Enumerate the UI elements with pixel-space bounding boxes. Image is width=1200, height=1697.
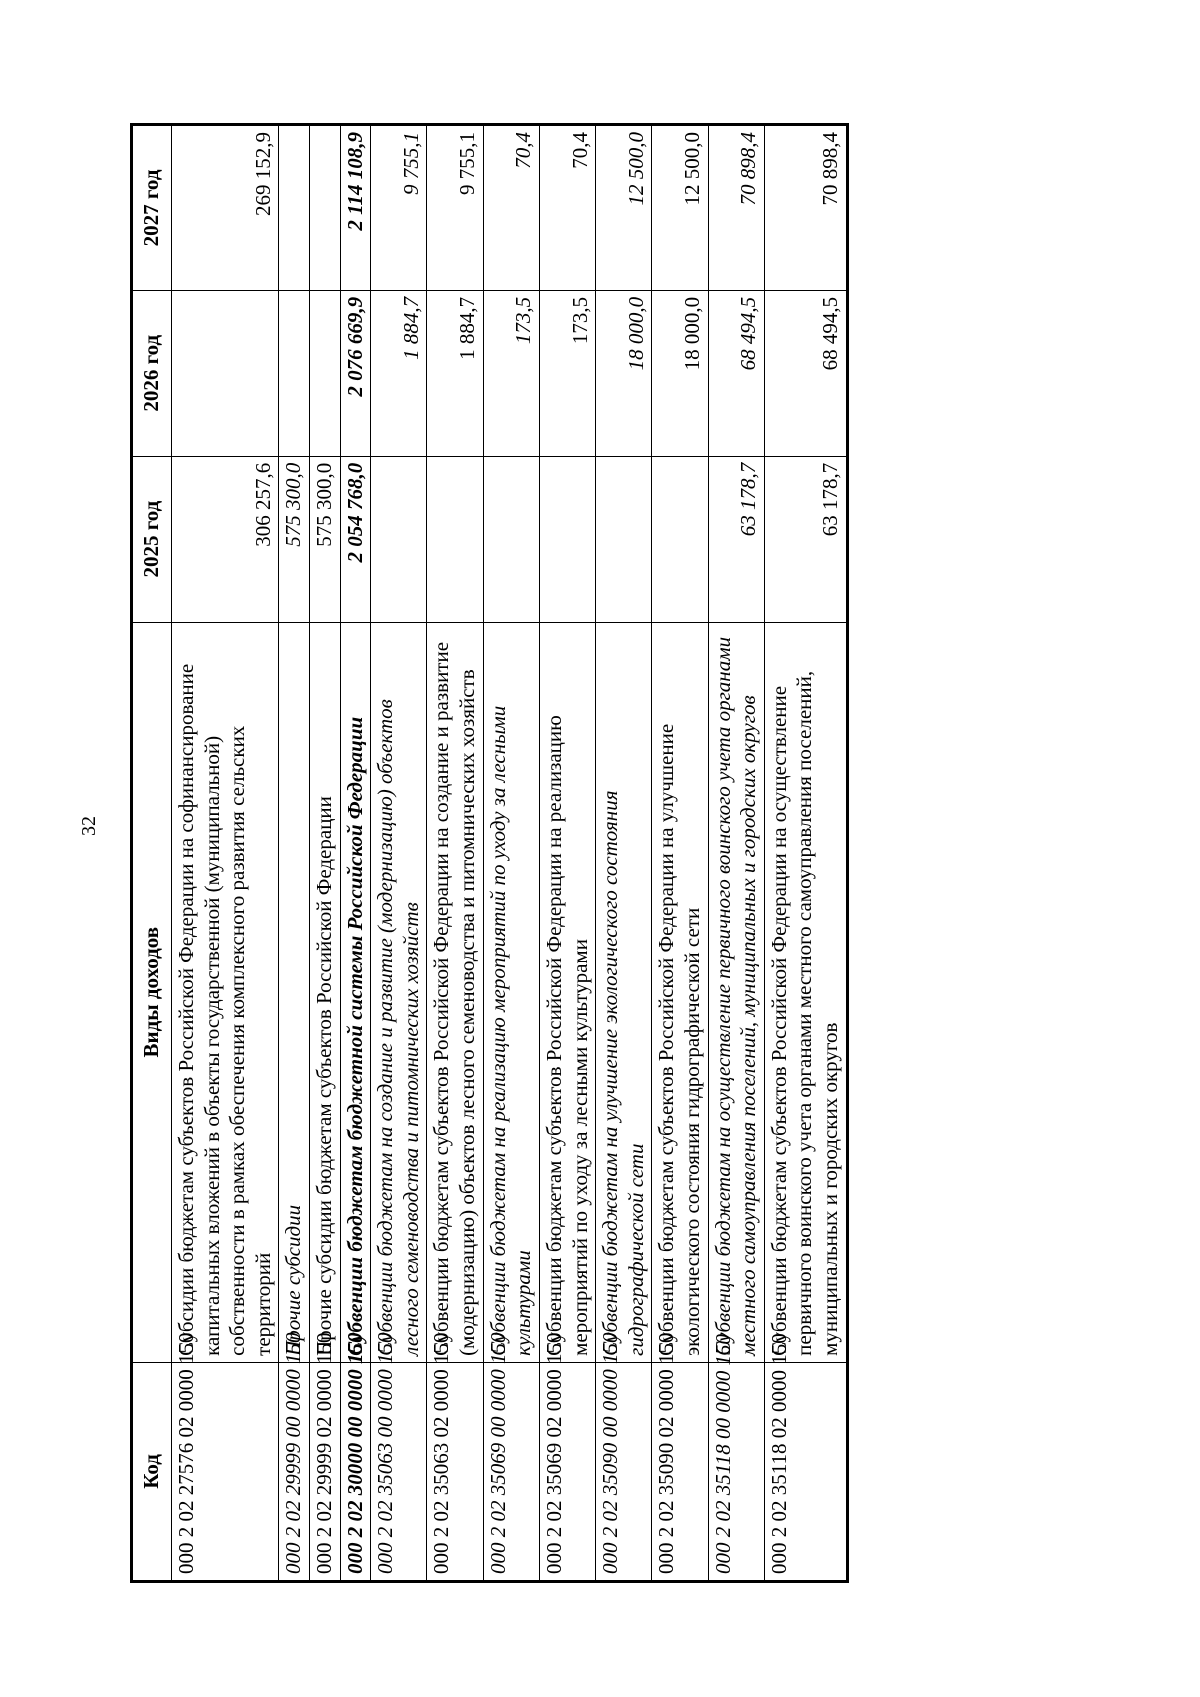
revenue-type-cell: Прочие субсидии бюджетам субъектов Российской Федерации [310,622,341,1362]
value-2026-cell: 173,5 [483,290,539,456]
value-2026-cell: 18 000,0 [596,290,652,456]
value-2027-cell: 70,4 [483,125,539,291]
code-cell: 000 2 02 30000 00 0000 150 [340,1362,371,1581]
value-2026-cell: 18 000,0 [652,290,708,456]
value-2025-cell [427,456,483,622]
value-2025-cell [371,456,427,622]
table-header-row [132,125,172,1582]
header-2026: 2026 год [132,290,172,456]
value-2027-cell: 12 500,0 [652,125,708,291]
value-2027-cell: 9 755,1 [371,125,427,291]
rotated-table-wrapper [130,123,1048,1583]
value-2027-cell: 269 152,9 [172,125,279,291]
table-row [371,125,427,1582]
header-code: Код [132,1362,172,1581]
value-2025-cell: 2 054 768,0 [340,456,371,622]
revenue-type-cell: Субвенции бюджетам субъектов Российской Федерации на реализацию мероприятий по уходу за лесными культурами [539,622,595,1362]
value-2025-cell [596,456,652,622]
revenue-type-cell: Субвенции бюджетам бюджетной системы Российской Федерации [340,622,371,1362]
value-2027-cell: 9 755,1 [427,125,483,291]
revenue-type-cell: Прочие субсидии [279,622,310,1362]
revenue-table [130,123,849,1583]
value-2027-cell: 70 898,4 [764,125,847,291]
revenue-type-cell: Субвенции бюджетам на улучшение экологического состояния гидрографической сети [596,622,652,1362]
revenue-type-cell: Субвенции бюджетам на реализацию мероприятий по уходу за лесными культурами [483,622,539,1362]
revenue-type-cell: Субвенции бюджетам субъектов Российской Федерации на улучшение экологического состояния гидрографической сети [652,622,708,1362]
code-cell: 000 2 02 35063 02 0000 150 [427,1362,483,1581]
header-revenue-type: Виды доходов [132,622,172,1362]
code-cell: 000 2 02 27576 02 0000 150 [172,1362,279,1581]
value-2027-cell: 70,4 [539,125,595,291]
table-row [310,125,341,1582]
value-2025-cell [652,456,708,622]
header-2025: 2025 год [132,456,172,622]
table-row [427,125,483,1582]
table-row [340,125,371,1582]
value-2026-cell: 68 494,5 [708,290,764,456]
code-cell: 000 2 02 35090 00 0000 150 [596,1362,652,1581]
code-cell: 000 2 02 35069 00 0000 150 [483,1362,539,1581]
value-2026-cell: 1 884,7 [427,290,483,456]
table-row [708,125,764,1582]
table-row [483,125,539,1582]
code-cell: 000 2 02 35063 00 0000 150 [371,1362,427,1581]
table-row [172,125,279,1582]
value-2027-cell: 2 114 108,9 [340,125,371,291]
revenue-type-cell: Субвенции бюджетам субъектов Российской Федерации на осуществление первичного воинского учета органами местного самоуправления поселений, муниципальных и городских округов [764,622,847,1362]
code-cell: 000 2 02 29999 00 0000 150 [279,1362,310,1581]
value-2026-cell: 68 494,5 [764,290,847,456]
table-body [172,125,848,1582]
code-cell: 000 2 02 35069 02 0000 150 [539,1362,595,1581]
code-cell: 000 2 02 35118 02 0000 150 [764,1362,847,1581]
header-2027: 2027 год [132,125,172,291]
table-row [596,125,652,1582]
value-2026-cell [310,290,341,456]
page-number: 32 [78,816,100,836]
value-2027-cell [310,125,341,291]
table-row [539,125,595,1582]
code-cell: 000 2 02 35118 00 0000 150 [708,1362,764,1581]
value-2027-cell [279,125,310,291]
value-2026-cell: 2 076 669,9 [340,290,371,456]
revenue-type-cell: Субсидии бюджетам субъектов Российской Федерации на софинансирование капитальных вложений в объекты государственной (муниципальной) собственности в рамках обеспечения комплексного развития сельских территорий [172,622,279,1362]
value-2026-cell [172,290,279,456]
revenue-type-cell: Субвенции бюджетам на осуществление первичного воинского учета органами местного самоуправления поселений, муниципальных и городских округов [708,622,764,1362]
table-row [652,125,708,1582]
value-2026-cell [279,290,310,456]
value-2027-cell: 70 898,4 [708,125,764,291]
value-2026-cell: 173,5 [539,290,595,456]
value-2025-cell: 63 178,7 [764,456,847,622]
code-cell: 000 2 02 29999 02 0000 150 [310,1362,341,1581]
value-2025-cell: 575 300,0 [279,456,310,622]
value-2025-cell: 575 300,0 [310,456,341,622]
table-row [279,125,310,1582]
value-2025-cell: 306 257,6 [172,456,279,622]
value-2025-cell [483,456,539,622]
value-2025-cell [539,456,595,622]
revenue-type-cell: Субвенции бюджетам на создание и развитие (модернизацию) объектов лесного семеноводства и питомнических хозяйств [371,622,427,1362]
table-row [764,125,847,1582]
value-2027-cell: 12 500,0 [596,125,652,291]
value-2025-cell: 63 178,7 [708,456,764,622]
code-cell: 000 2 02 35090 02 0000 150 [652,1362,708,1581]
revenue-type-cell: Субвенции бюджетам субъектов Российской Федерации на создание и развитие (модернизацию) объектов лесного семеноводства и питомнических хозяйств [427,622,483,1362]
value-2026-cell: 1 884,7 [371,290,427,456]
